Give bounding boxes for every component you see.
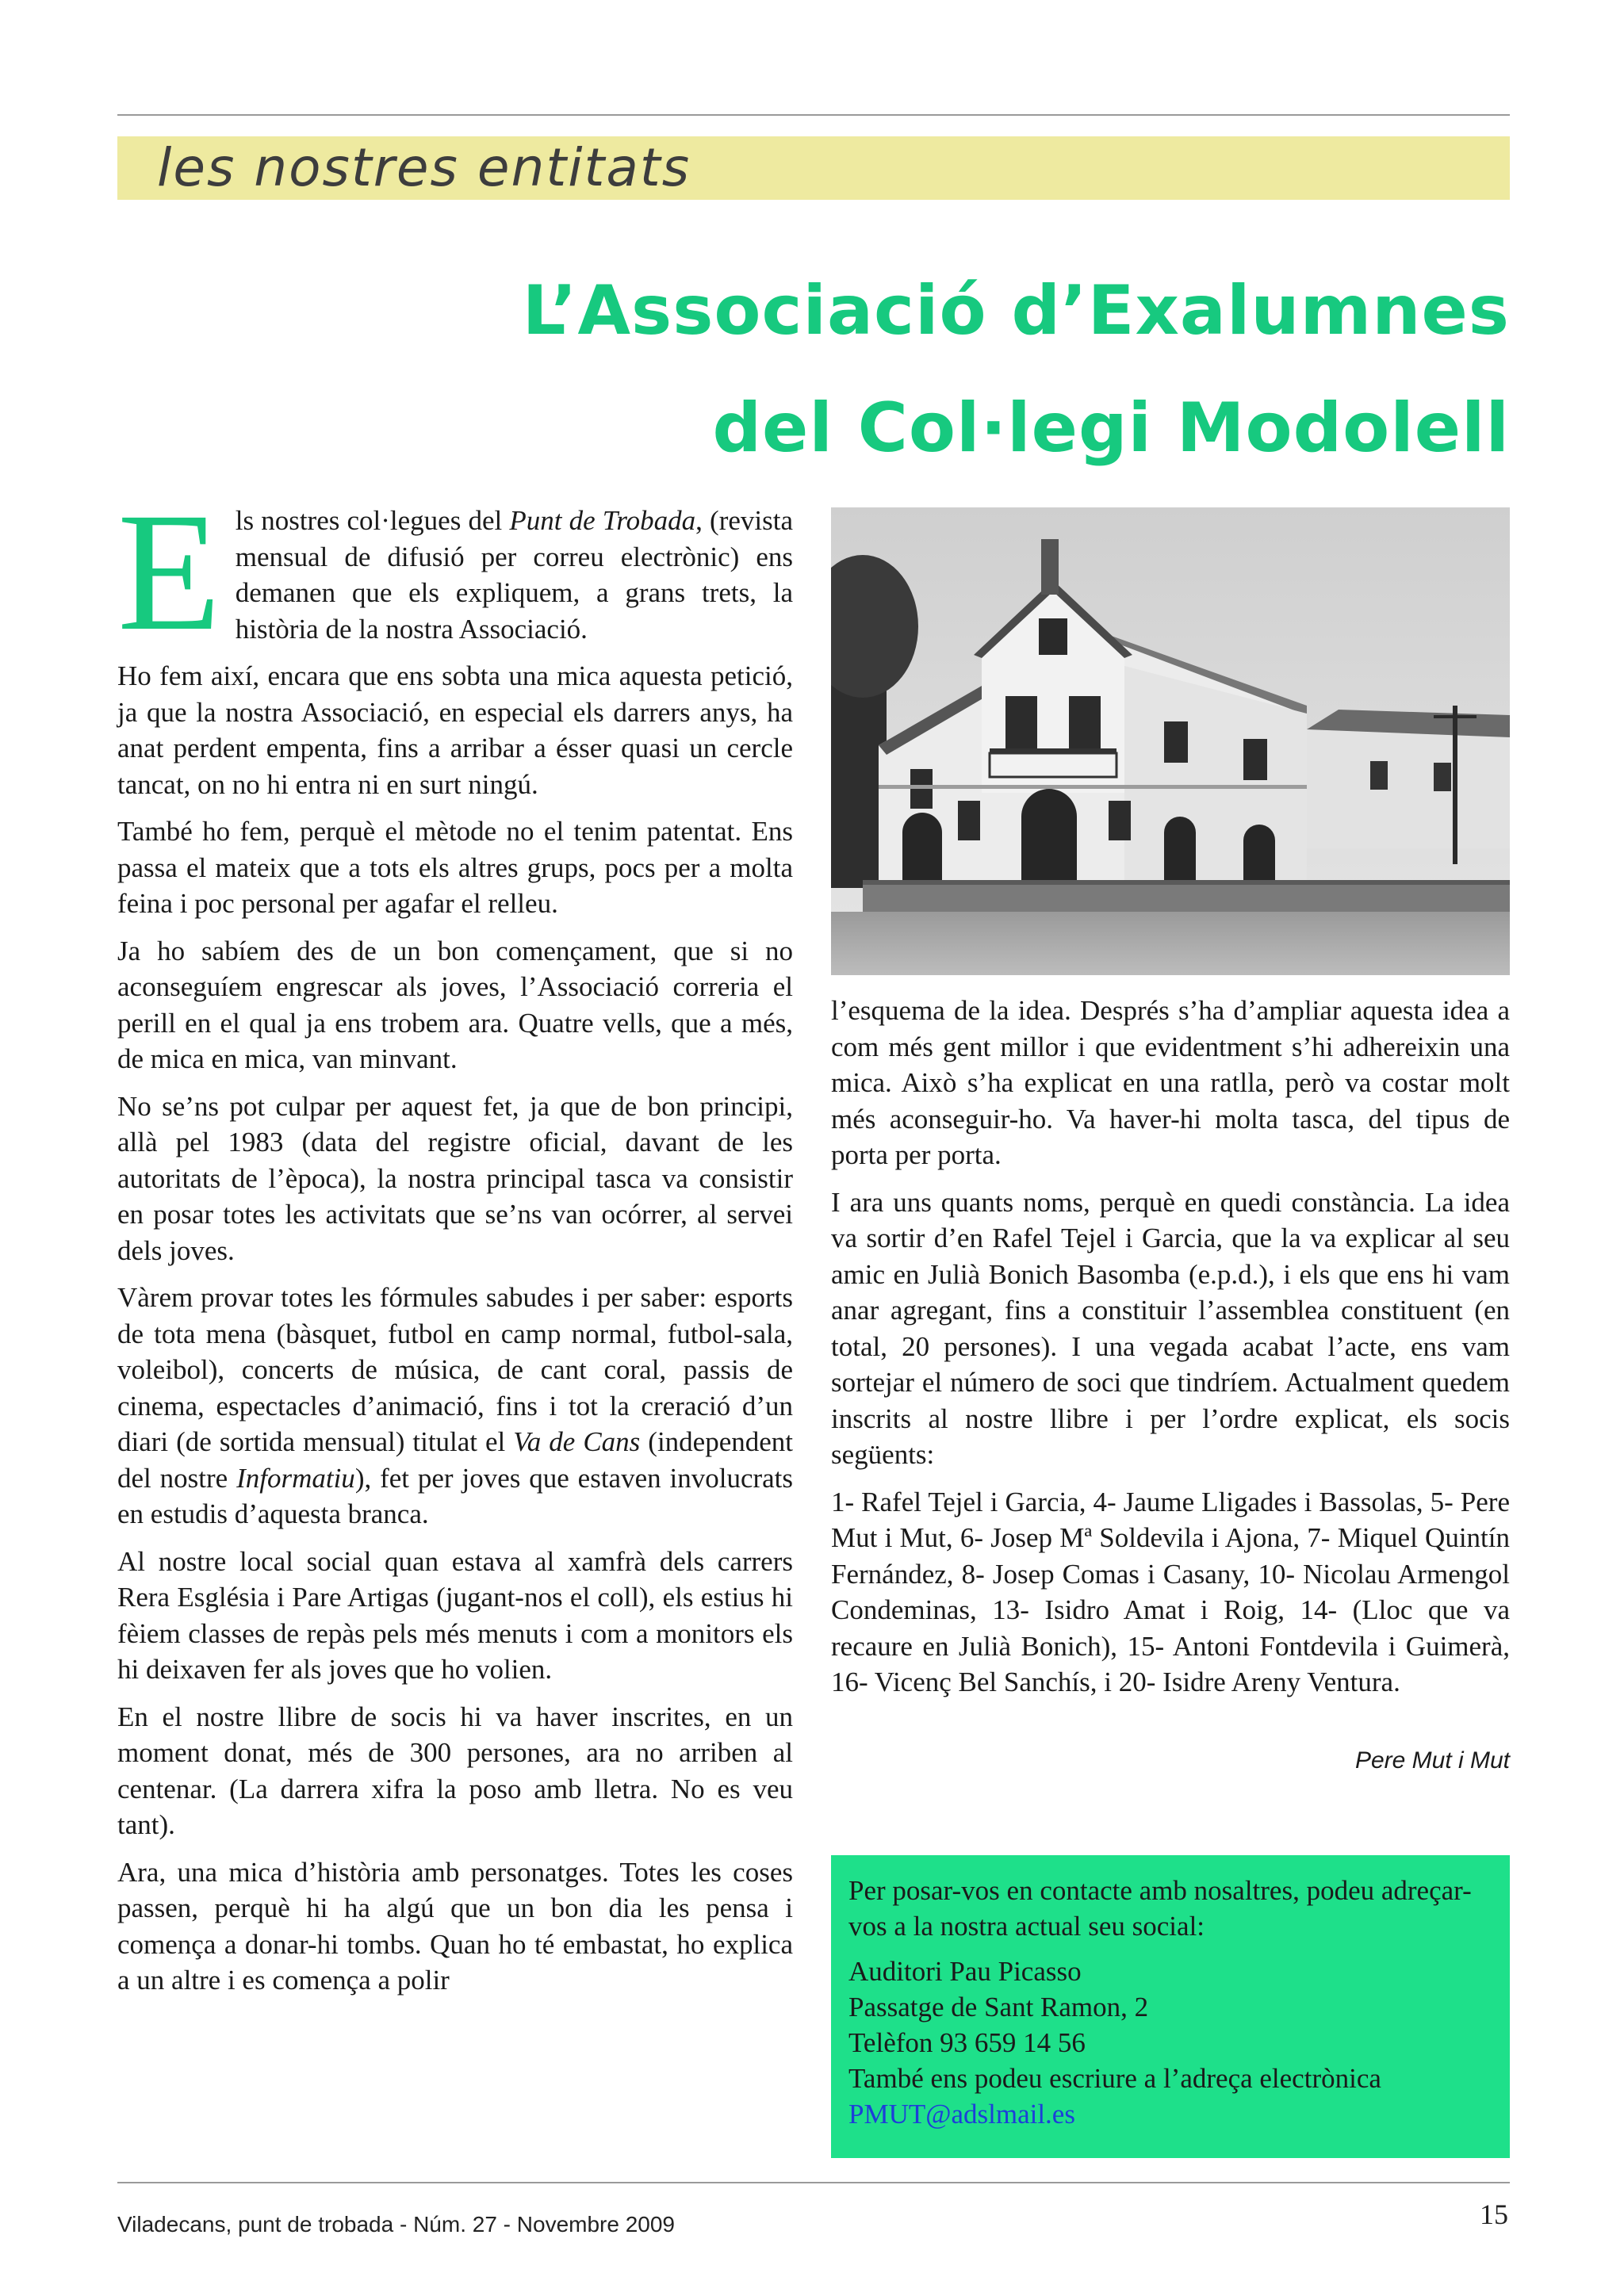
paragraph-1-rest: , (revista mensual de difusió per correu electrònic) ens demanen que els expliquem, a grans trets, la història de la nostra Associació. [235,505,793,645]
footer-publication: Viladecans, punt de trobada - Núm. 27 - Novembre 2009 [117,2212,676,2237]
article-column-left [117,478,794,2010]
paragraph-6-b: (independent del nostre [117,1426,794,1494]
contact-street: Passatge de Sant Ramon, 2 [848,1992,1149,2022]
contact-address [848,1954,1494,2132]
contact-email-link[interactable]: PMUT@adslmail.es [848,2099,1075,2130]
section-header-band [117,136,1510,200]
author-signature: Pere Mut i Mut [1354,1747,1510,1774]
paragraph-7: Al nostre local social quan estava al xamfrà dels carrers Rera Església i Pare Artigas (jugant-nos el coll), els estius hi fèiem classes de repàs pels més menuts i com a monitors els hi deixaven fer als joves que ho volien. [117,1545,793,1685]
paragraph-6-c: ), fet per joves que estaven involucrats en estudis d’aquesta branca. [117,1462,794,1529]
members-list: 1- Rafel Tejel i Garcia, 4- Jaume Lligades i Bassolas, 5- Pere Mut i Mut, 6- Josep Mª Soldevila i Ajona, 7- Miquel Quintín Fernández, 8- Josep Comas i Casany, 10- Nicolau Armengol Condeminas, 13- Isidro Amat i Roig, 14- (Lloc que va recaure en Julià Bonich), 15- Antoni Fontdevila i Guimerà, 16- Vicenç Bel Sanchís, i 20- Isidre Areny Ventura. [831,1486,1510,1697]
bulletin-name: Informatiu [236,1462,355,1494]
building-illustration [831,507,1510,975]
contact-phone: Telèfon 93 659 14 56 [848,2027,1086,2058]
paragraph-1 [117,478,793,666]
publication-name: Punt de Trobada [509,505,696,536]
top-rule [117,114,1510,116]
paragraph-11: I ara uns quants noms, perquè en quedi constància. La idea va sortir d’en Rafel Tejel i Garcia, que la va explicar al seu amic en Julià Bonich Basomba (e.p.d.), i els que ens hi vam anar agregant, fins a constituir l’assemblea constituent (en total, 20 persones). I una vegada acabat l’acte, ens vam sortejar el número de soci que tindríem. Actualment quedem inscrits al nostre llibre i per l’ordre explicat, els socis següents: [831,1186,1510,1470]
school-building-photo [831,507,1510,975]
paragraph-10: l’esquema de la idea. Després s’ha d’ampliar aquesta idea a com més gent millor i que evidentment s’hi adhereixin una mica. Això s’ha explicat en una ratlla, però va costar molt més aconseguir-ho. Va haver-hi molta tasca, del tipus de porta per porta. [831,995,1510,1170]
drop-cap: E [117,478,221,666]
paragraph-3: També ho fem, perquè el mètode no el tenim patentat. Ens passa el mateix que a tots els altres grups, pocs per a molta feina i poc personal per agafar el relleu. [117,816,793,919]
paragraph-2: Ho fem així, encara que ens sobta una mica aquesta petició, ja que la nostra Associació, en especial els darrers anys, ha anat perdent empenta, fins a arribar a ésser quasi un cercle tancat, on no hi entra ni en surt ningú. [117,660,793,800]
contact-box [831,1855,1510,2158]
paragraph-1-lead: ls nostres col·legues del [235,505,510,536]
title-line-1: L’Associació d’Exalumnes [522,271,1510,350]
paragraph-5: No se’ns pot culpar per aquest fet, ja que de bon principi, allà pel 1983 (data del registre oficial, davant de les autoritats de l’època), la nostra principal tasca va consistir en posar totes les activitats que se’ns van ocórrer, al servei dels joves. [117,1090,793,1266]
contact-intro: Per posar-vos en contacte amb nosaltres, podeu adreçar-vos a la nostra actual seu social: [848,1875,1472,1942]
contact-venue: Auditori Pau Picasso [848,1956,1082,1987]
paragraph-6 [117,1280,793,1533]
paragraph-4: Ja ho sabíem des de un bon començament, que si no aconseguíem engrescar als joves, l’Associació correria el perill en el qual ja ens trobem ara. Quatre vells, que a més, de mica en mica, van minvant. [117,935,793,1074]
page-number: 15 [1480,2198,1508,2230]
paragraph-8: En el nostre llibre de socis hi va haver inscrites, en un moment donat, més de 300 persones, ara no arriben al centenar. (La darrera xifra la poso amb lletra. No es veu tant). [117,1701,793,1840]
article-column-right [831,993,1510,1712]
section-label: les nostres entitats [157,137,691,198]
newspaper-name: Va de Cans [513,1426,641,1457]
paragraph-6-a: Vàrem provar totes les fórmules sabudes i per saber: esports de tota mena (bàsquet, futbol en camp normal, futbol-sala, voleibol), concerts de música, de cant coral, passis de cinema, espectacles d’animació, fins i tot la creració d’un diari (de sortida mensual) titulat el [117,1282,793,1457]
bottom-rule [117,2182,1510,2183]
contact-email-intro: També ens podeu escriure a l’adreça electrònica [848,2063,1381,2094]
paragraph-9: Ara, una mica d’història amb personatges. Totes les coses passen, perquè hi ha algú que un bon dia les pensa i comença a donar-hi tombs. Quan ho té embastat, ho explica a un altre i es comença a polir [117,1856,793,1996]
title-line-2: del Col·legi Modolell [712,388,1510,468]
article-title [400,252,1510,487]
